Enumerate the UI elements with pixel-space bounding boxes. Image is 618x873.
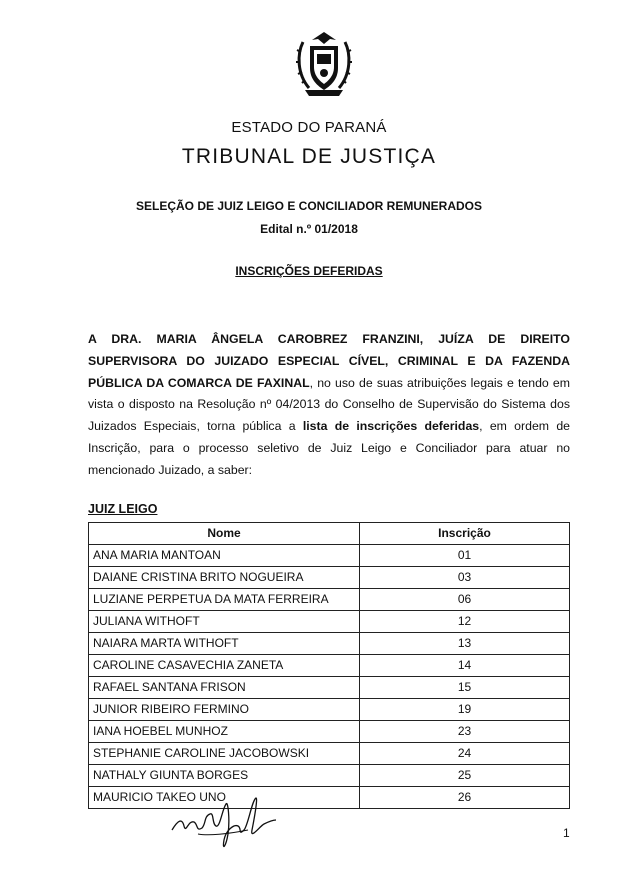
section-heading: INSCRIÇÕES DEFERIDAS (235, 264, 383, 278)
table-row (89, 677, 570, 699)
table-header-row (89, 523, 570, 545)
column-header-nome: Nome (89, 523, 360, 545)
cell-nome: LUZIANE PERPETUA DA MATA FERREIRA (89, 589, 360, 611)
cell-inscricao: 01 (360, 545, 570, 567)
cell-inscricao: 15 (360, 677, 570, 699)
cell-inscricao: 12 (360, 611, 570, 633)
cell-nome: NAIARA MARTA WITHOFT (89, 633, 360, 655)
page-number: 1 (563, 826, 570, 840)
paragraph-bold-lead: A DRA. MARIA ÂNGELA CAROBREZ FRANZINI, JUÍZA DE DIREITO SUPERVISORA DO JUIZADO ESPECIAL CÍVEL, CRIMINAL E DA FAZENDA PÚBLICA DA COMARCA DE FAXINAL (88, 332, 570, 390)
inscricoes-table (88, 522, 570, 809)
cell-inscricao: 03 (360, 567, 570, 589)
table-row (89, 787, 570, 809)
juiz-leigo-title: JUIZ LEIGO (88, 502, 158, 516)
cell-inscricao: 25 (360, 765, 570, 787)
cell-nome: JUNIOR RIBEIRO FERMINO (89, 699, 360, 721)
paragraph-bold-mid: lista de inscrições deferidas (302, 419, 480, 434)
announcement-paragraph (88, 329, 570, 482)
cell-nome: CAROLINE CASAVECHIA ZANETA (89, 655, 360, 677)
cell-inscricao: 19 (360, 699, 570, 721)
paragraph-text-2: , em ordem de Inscrição, para o processo seletivo de Juiz Leigo e Conciliador para atuar no mencionado Juizado, a saber: (88, 419, 570, 477)
table-row (89, 699, 570, 721)
cell-inscricao: 26 (360, 787, 570, 809)
parana-coat-of-arms-icon (295, 30, 353, 98)
cell-inscricao: 23 (360, 721, 570, 743)
state-name: ESTADO DO PARANÁ (231, 119, 387, 136)
cell-nome: ANA MARIA MANTOAN (89, 545, 360, 567)
cell-nome: DAIANE CRISTINA BRITO NOGUEIRA (89, 567, 360, 589)
cell-nome: RAFAEL SANTANA FRISON (89, 677, 360, 699)
table-row (89, 743, 570, 765)
table-row (89, 721, 570, 743)
cell-inscricao: 24 (360, 743, 570, 765)
cell-nome: MAURICIO TAKEO UNO (89, 787, 360, 809)
cell-nome: NATHALY GIUNTA BORGES (89, 765, 360, 787)
column-header-inscricao: Inscrição (360, 523, 570, 545)
table-row (89, 633, 570, 655)
cell-nome: STEPHANIE CAROLINE JACOBOWSKI (89, 743, 360, 765)
table-row (89, 589, 570, 611)
edital-number: Edital n.º 01/2018 (260, 222, 358, 236)
cell-nome: JULIANA WITHOFT (89, 611, 360, 633)
cell-inscricao: 13 (360, 633, 570, 655)
cell-inscricao: 14 (360, 655, 570, 677)
table-row (89, 545, 570, 567)
cell-nome: IANA HOEBEL MUNHOZ (89, 721, 360, 743)
court-name: TRIBUNAL DE JUSTIÇA (181, 145, 437, 168)
cell-inscricao: 06 (360, 589, 570, 611)
table-row (89, 567, 570, 589)
table-row (89, 655, 570, 677)
signature (168, 790, 278, 860)
selection-title: SELEÇÃO DE JUIZ LEIGO E CONCILIADOR REMUNERADOS (135, 199, 483, 213)
table-row (89, 765, 570, 787)
paragraph-text-1: , no uso de suas atribuições legais e tendo em vista o disposto na Resolução nº 04/2013 do Conselho de Supervisão do Sistema dos Juizados Especiais, torna pública a (88, 375, 570, 434)
table-row (89, 611, 570, 633)
